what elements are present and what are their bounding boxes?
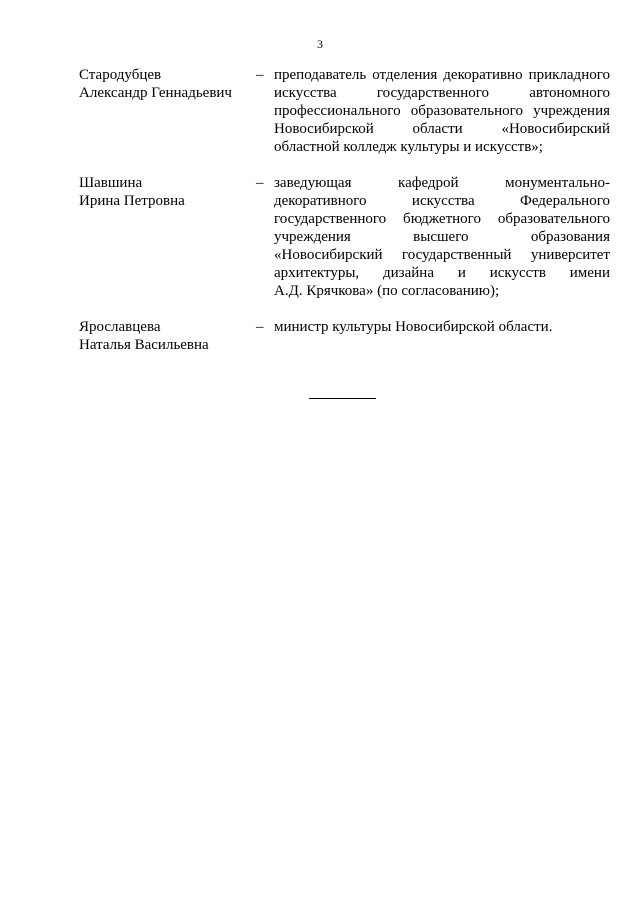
description-line: профессионального образовательного учреждения bbox=[274, 103, 610, 119]
description-line: министр культуры Новосибирской области. bbox=[274, 319, 553, 335]
member-description bbox=[274, 66, 610, 156]
member-entry bbox=[79, 318, 610, 354]
member-entry bbox=[79, 174, 610, 300]
member-name bbox=[79, 174, 256, 210]
description-line: учреждения высшего образования bbox=[274, 229, 610, 245]
page-number: 3 bbox=[317, 37, 323, 51]
description-line: искусства государственного автономного bbox=[274, 85, 610, 101]
description-line: преподаватель отделения декоративно прикладного bbox=[274, 67, 610, 83]
member-surname: Стародубцев bbox=[79, 67, 162, 83]
dash: – bbox=[256, 67, 264, 83]
member-given-name: Ирина Петровна bbox=[79, 193, 185, 209]
member-description bbox=[274, 318, 610, 336]
member-list bbox=[79, 66, 610, 372]
description-line: областной колледж культуры и искусств»; bbox=[274, 139, 543, 155]
description-line: А.Д. Крячкова» (по согласованию); bbox=[274, 283, 500, 299]
description-line: архитектуры, дизайна и искусств имени bbox=[274, 265, 610, 281]
description-line: государственного бюджетного образовательного bbox=[274, 211, 610, 227]
end-separator-line bbox=[309, 398, 376, 399]
description-line: «Новосибирский государственный университет bbox=[274, 247, 610, 263]
member-name bbox=[79, 318, 256, 354]
member-surname: Ярославцева bbox=[79, 319, 161, 335]
description-line: декоративного искусства Федерального bbox=[274, 193, 610, 209]
description-line: заведующая кафедрой монументально- bbox=[274, 175, 610, 191]
member-name bbox=[79, 66, 256, 102]
dash: – bbox=[256, 175, 264, 191]
dash: – bbox=[256, 319, 264, 335]
description-line: Новосибирской области «Новосибирский bbox=[274, 121, 610, 137]
member-entry bbox=[79, 66, 610, 156]
member-given-name: Наталья Васильевна bbox=[79, 337, 209, 353]
member-description bbox=[274, 174, 610, 300]
member-given-name: Александр Геннадьевич bbox=[79, 85, 232, 101]
member-surname: Шавшина bbox=[79, 175, 143, 191]
